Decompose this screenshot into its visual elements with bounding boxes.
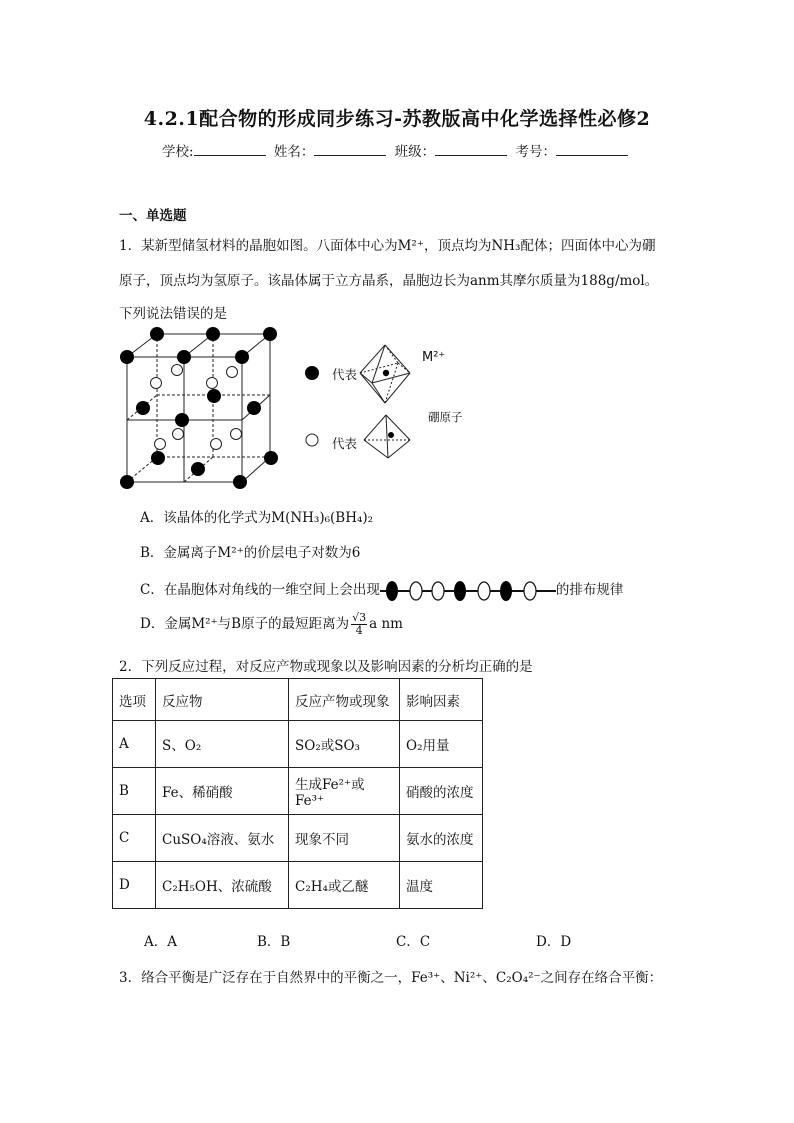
section-title: 一、单选题: [119, 208, 187, 224]
table-header-cell: 影响因素: [400, 679, 483, 721]
table-header-cell: 反应物: [156, 679, 289, 721]
table-row: [113, 862, 483, 909]
table-cell: C₂H₄或乙醚: [289, 862, 400, 909]
legend-filled-text: 代表: [332, 367, 358, 382]
table-cell: 硝酸的浓度: [400, 768, 483, 815]
q3-stem: 3．络合平衡是广泛存在于自然界中的平衡之一，Fe³⁺、Ni²⁺、C₂O₄²⁻之间存在络合平衡：: [119, 970, 663, 986]
name-blank[interactable]: [314, 143, 386, 156]
exam-no-blank[interactable]: [556, 143, 628, 156]
q2-answer-c[interactable]: C．C: [396, 934, 431, 950]
q1-stem-line3: 下列说法错误的是: [119, 306, 227, 322]
q1-option-b[interactable]: B．金属离子M²⁺的价层电子对数为6: [140, 545, 361, 561]
tetrahedron-label: 硼原子: [428, 410, 463, 424]
table-cell: C₂H₅OH、浓硫酸: [156, 862, 289, 909]
table-cell: 氨水的浓度: [400, 815, 483, 862]
table-cell: O₂用量: [400, 721, 483, 768]
filled-circle-icon: [305, 366, 319, 380]
q1-stem-line2: 原子，顶点均为氢原子。该晶体属于立方晶系，晶胞边长为anm其摩尔质量为188g/mol。: [119, 273, 659, 289]
name-label: 姓名：: [273, 144, 315, 160]
hollow-circle-icon: [306, 434, 318, 446]
diagonal-arrangement-icon: [380, 580, 556, 602]
table-cell: CuSO₄溶液、氨水: [156, 815, 289, 862]
q1-option-c-pre: C．在晶胞体对角线的一维空间上会出现: [140, 582, 380, 598]
octahedron-label: M²⁺: [422, 350, 446, 365]
table-cell: 现象不同: [289, 815, 400, 862]
table-header-row: [113, 679, 483, 721]
q1-option-d[interactable]: [140, 612, 403, 637]
student-info-line: [0, 140, 794, 160]
q1-option-a[interactable]: A．该晶体的化学式为M(NH₃)₆(BH₄)₂: [140, 510, 374, 526]
table-cell: C: [113, 815, 156, 862]
table-cell: A: [113, 721, 156, 768]
q1-option-c-post: 的排布规律: [555, 582, 624, 598]
table-cell: 温度: [400, 862, 483, 909]
q2-stem: 2．下列反应过程，对反应产物或现象以及影响因素的分析均正确的是: [119, 659, 533, 675]
table-cell: S、O₂: [156, 721, 289, 768]
sqrt3-over-4-fraction: $\frac{√3}{4}$: [352, 611, 367, 637]
table-cell: B: [113, 768, 156, 815]
table-row: [113, 768, 483, 815]
q1-option-c[interactable]: [140, 578, 623, 602]
class-label: 班级：: [394, 144, 436, 160]
table-row: [113, 815, 483, 862]
table-cell: 生成Fe²⁺或Fe³⁺: [289, 768, 400, 815]
table-row: [113, 721, 483, 768]
school-label: 学校:: [162, 144, 194, 160]
table-header-cell: 反应产物或现象: [289, 679, 400, 721]
school-blank[interactable]: [194, 143, 266, 156]
table-cell: SO₂或SO₃: [289, 721, 400, 768]
class-blank[interactable]: [435, 143, 507, 156]
q2-answer-a[interactable]: A．A: [144, 934, 177, 950]
page-title: 4.2.1配合物的形成同步练习-苏教版高中化学选择性必修2: [143, 108, 651, 130]
q1-option-d-post: a nm: [369, 616, 403, 632]
q1-stem-line1: 1．某新型储氢材料的晶胞如图。八面体中心为M²⁺，顶点均为NH₃配体；四面体中心为硼: [119, 238, 656, 254]
table-cell: Fe、稀硝酸: [156, 768, 289, 815]
q2-table: [112, 678, 483, 909]
q2-answer-b[interactable]: B．B: [257, 934, 291, 950]
unit-cell-figure: [112, 322, 292, 494]
q1-option-d-pre: D．金属M²⁺与B原子的最短距离为: [140, 616, 350, 632]
table-header-cell: 选项: [113, 679, 156, 721]
exam-no-label: 考号：: [515, 144, 556, 160]
q2-answer-d[interactable]: D．D: [536, 934, 572, 950]
table-cell: D: [113, 862, 156, 909]
legend-hollow-text: 代表: [332, 436, 358, 451]
